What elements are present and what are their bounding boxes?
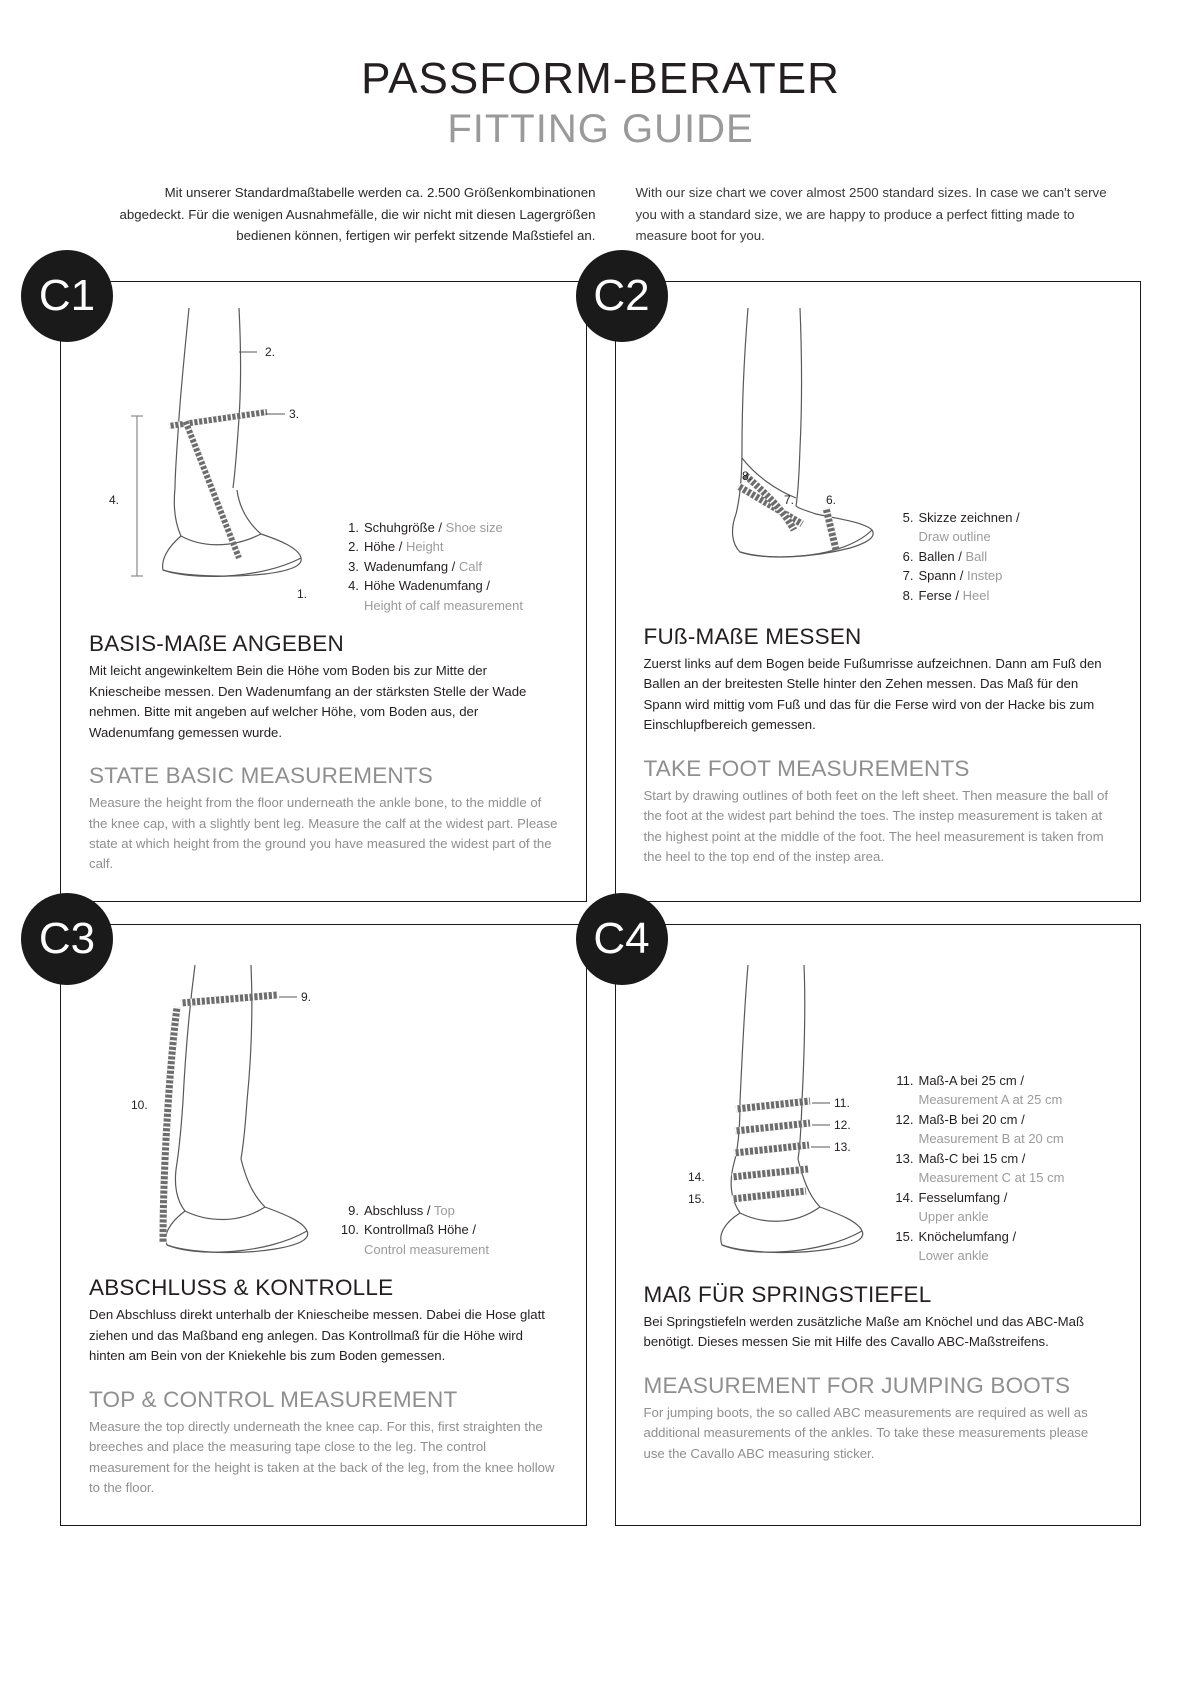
legend-number: 8. — [902, 587, 914, 603]
foot-illustration-c2 — [644, 308, 894, 608]
legend-subline: Measurement C at 15 cm — [918, 1170, 1065, 1186]
legend-subline: Height of calf measurement — [364, 597, 523, 613]
legend-c4 — [894, 951, 1113, 1266]
legend-subline: Measurement B at 20 cm — [918, 1131, 1064, 1147]
legend-number: 9. — [348, 1202, 359, 1218]
legend-item — [339, 537, 558, 557]
legend-item — [339, 518, 558, 538]
legend-item — [894, 1071, 1113, 1091]
legend-label-de: Abschluss / — [364, 1202, 431, 1218]
legend-subline: Draw outline — [918, 529, 991, 545]
legend-number: 10. — [340, 1222, 359, 1238]
heading-de-c4: MAß FÜR SPRINGSTIEFEL — [643, 1281, 932, 1307]
legend-item — [894, 586, 1113, 606]
heading-de-c2: FUß-MAßE MESSEN — [643, 623, 862, 649]
callout-14: 14. — [687, 1169, 705, 1184]
legend-number: 15. — [895, 1228, 914, 1244]
callout-2: 2. — [265, 344, 276, 359]
heading-en-c2: TAKE FOOT MEASUREMENTS — [643, 755, 970, 781]
legend-item — [339, 1220, 558, 1240]
legend-label-en: Instep — [966, 568, 1003, 584]
card-c3 — [38, 913, 587, 1526]
legend-number: 2. — [348, 539, 359, 555]
callout-4: 4. — [109, 492, 120, 507]
heading-en-c3: TOP & CONTROL MEASUREMENT — [89, 1386, 458, 1412]
legend-label-en: Ball — [965, 548, 988, 564]
legend-number: 11. — [896, 1072, 914, 1088]
paragraph-de-c4: Bei Springstiefeln werden zusätzliche Maße am Knöchel und das ABC-Maß benötigt. Dieses messen Sie mit Hilfe des Cavallo ABC-Maßstreifens. — [643, 1313, 1085, 1350]
callout-7: 7. — [783, 492, 794, 507]
paragraph-en-c4: For jumping boots, the so called ABC measurements are required as well as additional measurements of the ankles. To take these measurements please use the Cavallo ABC measuring sticker. — [643, 1404, 1089, 1461]
legend-label-de: Höhe Wadenumfang / — [364, 578, 490, 594]
legend-item — [894, 1188, 1113, 1208]
legend-label-de: Fesselumfang / — [918, 1189, 1008, 1205]
legend-label-de: Ferse / — [918, 587, 959, 603]
card-badge-c2: C2 — [576, 250, 668, 342]
page-title-en: FITTING GUIDE — [447, 107, 754, 152]
legend-subline: Control measurement — [364, 1241, 489, 1257]
legend-item — [894, 1227, 1113, 1247]
callout-1: 1. — [297, 586, 308, 601]
callout-13: 13. — [833, 1139, 851, 1154]
illustration-row-c4 — [644, 951, 1113, 1266]
callout-10: 10. — [131, 1097, 148, 1112]
legend-label-de: Spann / — [918, 568, 964, 584]
legend-item — [339, 1201, 558, 1221]
card-badge-c1: C1 — [21, 250, 113, 342]
card-badge-c3: C3 — [21, 893, 113, 985]
legend-subline: Lower ankle — [918, 1248, 989, 1264]
heading-en-c1: STATE BASIC MEASUREMENTS — [89, 763, 434, 789]
legend-label-en: Height — [405, 539, 444, 555]
legend-number: 6. — [902, 548, 914, 564]
legend-label-en: Shoe size — [445, 519, 503, 535]
leg-boot-illustration-c3 — [89, 951, 339, 1251]
legend-number: 12. — [895, 1111, 914, 1127]
legend-label-de: Skizze zeichnen / — [918, 509, 1020, 525]
legend-label-de: Maß-C bei 15 cm / — [918, 1150, 1026, 1166]
legend-subline: Upper ankle — [918, 1209, 989, 1225]
legend-number: 13. — [895, 1150, 914, 1166]
legend-item — [894, 1149, 1113, 1169]
legend-item — [339, 576, 558, 596]
legend-label-de: Kontrollmaß Höhe / — [364, 1222, 476, 1238]
callout-15: 15. — [687, 1191, 705, 1206]
heading-de-c1: BASIS-MAßE ANGEBEN — [89, 631, 344, 657]
callout-3: 3. — [289, 406, 300, 421]
intro-text-en: With our size chart we cover almost 2500 standard sizes. In case we can't serve you with a standard size, we are happy to produce a perfect fitting made to measure boot for you. — [635, 185, 1107, 244]
legend-label-de: Ballen / — [918, 548, 962, 564]
callout-9: 9. — [301, 989, 312, 1004]
legend-number: 4. — [348, 578, 359, 594]
paragraph-de-c3: Den Abschluss direkt unterhalb der Kniescheibe messen. Dabei die Hose glatt ziehen und das Maßband eng anlegen. Das Kontrollmaß für die Höhe wird hinten am Bein von der Kniekehle bis zum Boden gemessen. — [89, 1307, 545, 1364]
legend-c1 — [339, 308, 558, 616]
legend-item — [894, 547, 1113, 567]
callout-12: 12. — [833, 1117, 851, 1132]
legend-label-de: Maß-B bei 20 cm / — [918, 1111, 1025, 1127]
legend-label-en: Top — [433, 1202, 455, 1218]
legend-item — [894, 508, 1113, 528]
callout-8: 8. — [741, 468, 752, 483]
paragraph-de-c1: Mit leicht angewinkeltem Bein die Höhe vom Boden bis zur Mitte der Kniescheibe messen. Den Wadenumfang an der stärksten Stelle der Wade nehmen. Bitte mit angeben auf welcher Höhe, vom Boden aus, der Wadenumfang gemessen wurde. — [89, 663, 527, 740]
intro-text-de: Mit unserer Standardmaßtabelle werden ca. 2.500 Größenkombinationen abgedeckt. Für die wenigen Ausnahmefälle, die wir nicht mit diesen Lagergrößen bedienen können, fertigen wir perfekt sitzende Maßstiefel an. — [119, 185, 596, 244]
illustration-row-c3 — [89, 951, 558, 1260]
illustration-row-c2 — [644, 308, 1113, 608]
cards-grid — [38, 270, 1155, 1526]
paragraph-en-c3: Measure the top directly underneath the knee cap. For this, first straighten the breeches and place the measuring tape close to the leg. The control measurement for the height is taken at the back of the leg, from the knee hollow to the floor. — [89, 1418, 555, 1496]
heading-en-c4: MEASUREMENT FOR JUMPING BOOTS — [643, 1372, 1071, 1398]
illustration-row-c1 — [89, 308, 558, 616]
callout-6: 6. — [825, 492, 836, 507]
card-c2 — [593, 270, 1142, 902]
legend-subline: Measurement A at 25 cm — [918, 1092, 1063, 1108]
legend-item — [339, 557, 558, 577]
legend-item — [894, 566, 1113, 586]
legend-number: 3. — [348, 558, 359, 574]
legend-c2 — [894, 308, 1113, 606]
page-header — [46, 56, 1155, 152]
ankle-illustration-c4 — [644, 951, 894, 1251]
legend-number: 14. — [895, 1189, 914, 1205]
card-c4 — [593, 913, 1142, 1526]
card-badge-c4: C4 — [576, 893, 668, 985]
paragraph-de-c2: Zuerst links auf dem Bogen beide Fußumrisse aufzeichnen. Dann am Fuß den Ballen an der breitesten Stelle hinter den Zehen messen. Das Maß für den Spann wird mittig vom Fuß und das für die Ferse wird von der Hacke bis zum Einschlupfbereich gemessen. — [643, 655, 1102, 733]
card-c1 — [38, 270, 587, 902]
legend-label-en: Heel — [962, 587, 990, 603]
legend-item — [894, 1110, 1113, 1130]
leg-boot-illustration-c1 — [89, 308, 339, 608]
heading-de-c3: ABSCHLUSS & KONTROLLE — [89, 1275, 394, 1301]
legend-label-de: Schuhgröße / — [364, 519, 443, 535]
legend-label-de: Maß-A bei 25 cm / — [918, 1072, 1024, 1088]
legend-label-en: Calf — [458, 558, 483, 574]
legend-c3 — [339, 951, 558, 1260]
paragraph-en-c1: Measure the height from the floor underneath the ankle bone, to the middle of the knee cap, with a slightly bent leg. Measure the calf at the widest part. Please state at which height from the ground you have measured the widest part of the calf. — [89, 795, 558, 872]
legend-number: 7. — [902, 568, 914, 584]
legend-label-de: Höhe / — [364, 539, 403, 555]
paragraph-en-c2: Start by drawing outlines of both feet on the left sheet. Then measure the ball of the foot at the widest part behind the toes. The instep measurement is taken at the highest point at the middle of the foot. The heel measurement is taken from the heel to the top end of the instep area. — [643, 787, 1109, 864]
legend-number: 5. — [902, 509, 914, 525]
legend-label-de: Wadenumfang / — [364, 558, 456, 574]
legend-label-de: Knöchelumfang / — [918, 1228, 1017, 1244]
page-title-de: PASSFORM-BERATER — [361, 54, 840, 103]
callout-11: 11. — [833, 1095, 850, 1110]
intro-block — [46, 182, 1155, 247]
legend-number: 1. — [348, 519, 359, 535]
